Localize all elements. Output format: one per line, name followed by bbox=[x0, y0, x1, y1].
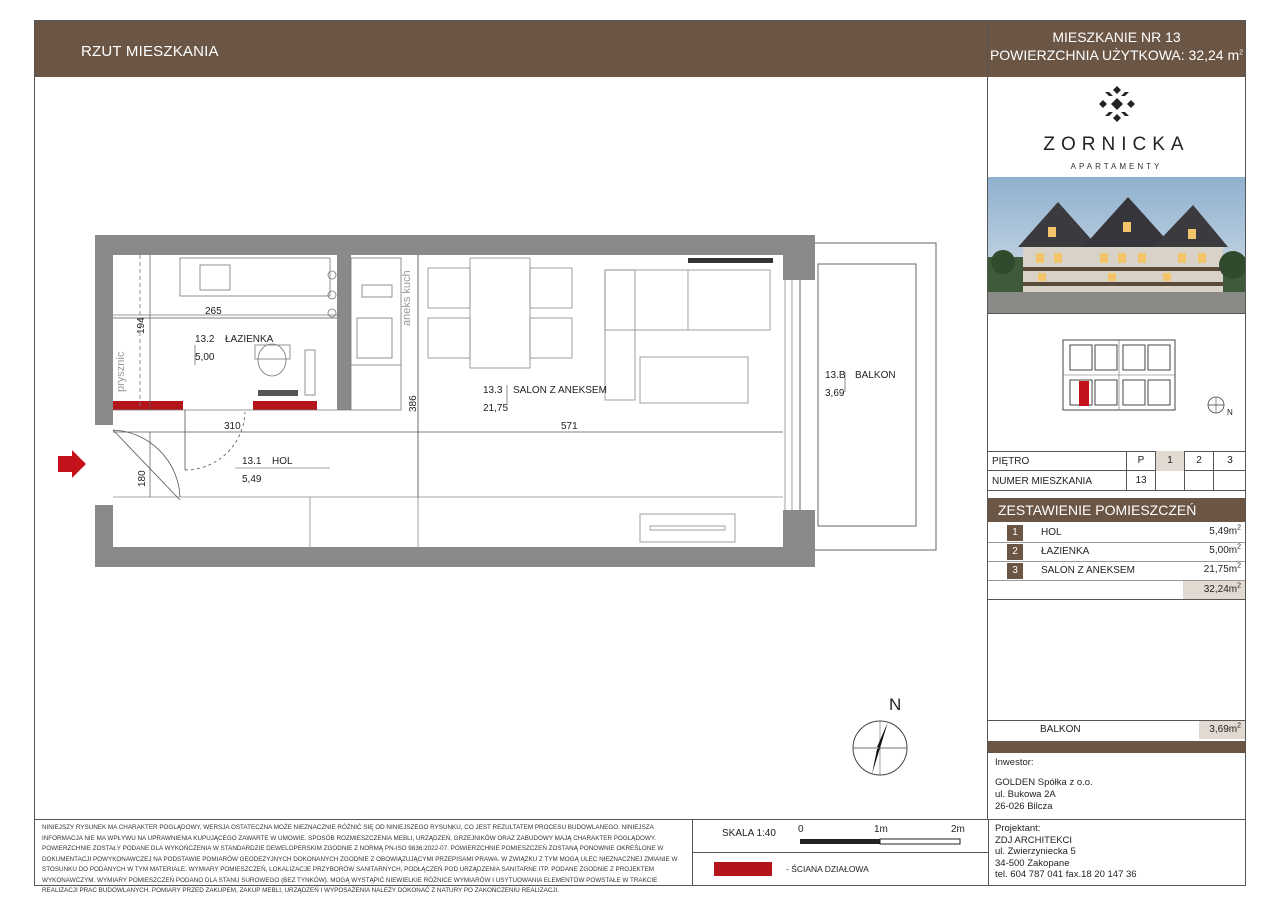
room-row-lazienka: 2 ŁAZIENKA $5,00m^2$ bbox=[988, 543, 1245, 562]
floor-label: PIĘTRO bbox=[992, 456, 1030, 467]
apartment-header bbox=[988, 21, 1245, 77]
floor-p[interactable]: P bbox=[1126, 451, 1155, 471]
floor-3[interactable]: 3 bbox=[1213, 451, 1246, 471]
balcony-area: $3,69m^2$ bbox=[1199, 721, 1245, 739]
footer-sep-h bbox=[692, 852, 988, 853]
room-code-hol: 13.1 bbox=[242, 456, 262, 467]
key-plan-north-label: N bbox=[1227, 408, 1233, 417]
dim-265: 265 bbox=[205, 306, 222, 317]
floor-table bbox=[988, 451, 1246, 491]
logo-subtitle: APARTAMENTY bbox=[1070, 162, 1163, 171]
disclaimer-text: NINIEJSZY RYSUNEK MA CHARAKTER POGLĄDOWY, WERSJA OSTATECZNA MOŻE NIEZNACZNIE RÓŻNIĆ SIĘ OD NINIEJSZEGO RYSUNKU, CO JEST REZULTATEM PROCESU BUDOWLANEGO. NINIEJSZA INFORMACJA NIE MA WPŁYWU NA UPRAWNIENIA KUPUJĄCEGO ZAWARTE W UMOWIE. SPOSÓB ROZMIESZCZENIA MEBLI, URZĄDZEŃ, GRZEJNIKÓW ORAZ ZABUDOWY MAJĄ CHARAKTER POGLĄDOWY. POWIERZCHNIE ZOSTAŁY PODANE DLA WYKOŃCZENIA W STANDARDZIE DEWELOPERSKIM ZGODNIE Z NORMĄ PN-ISO 9836:2022-07. POWIERZCHNIE POMIESZCZEŃ ZOSTANĄ PONOWNIE OKREŚLONE W DOKUMENTACJI POWYKONAWCZEJ NA PODSTAWIE POMIARÓW GEODEZYJNYCH DOKONANYCH ZGODNIE Z OBOWIĄZUJĄCYMI PRZEPISAMI PRAWA. W ZWIĄZKU Z TYM MOGĄ ULEC NIEZNACZNEJ ZMIANIE W STOSUNKU DO PODANYCH W TYM MATERIALE. WYMIARY POMIESZCZEŃ, LOKALIZACJE PRZYBORÓW SANITARNYCH, PODŁĄCZEŃ POD URZĄDZENIA SANITARNE ITP. PODANE ZGODNIE Z PROJEKTEM WYKONAWCZYM. WYMIARY POMIESZCZEŃ PODANO DLA STANU SUROWEGO (BEZ TYNKÓW). MOGĄ WYSTĄPIĆ NIEWIELKIE RÓŻNICE WYMIARÓW I USYTUOWANIA ELEMENTÓW POWSTAŁE W TRAKCIE REALIZACJI PRAC BUDOWLANYCH. POMIARY PRZED ZAKUPEM, ZAKUP MEBLI, URZĄDZEŃ I WYPOSAŻENIA NALEŻY DOKONAĆ Z NATURY PO ZAKOŃCZENIU REALIZACJI. bbox=[42, 824, 678, 894]
room-name-salon: SALON Z ANEKSEM bbox=[513, 385, 607, 396]
room-area-balkon: 3,69 bbox=[825, 388, 845, 399]
room-name-lazienka: ŁAZIENKA bbox=[225, 334, 274, 345]
room-row-hol: 1 HOL $5,49m^2$ bbox=[988, 524, 1245, 543]
partition-wall-label: - ŚCIANA DZIAŁOWA bbox=[786, 864, 869, 874]
rooms-total: $32,24m^2$ bbox=[1183, 581, 1245, 599]
shower-label: prysznic bbox=[115, 351, 127, 392]
scale-tick-2m: 2m bbox=[951, 824, 965, 835]
key-plan bbox=[1055, 335, 1185, 415]
building-photo bbox=[988, 177, 1245, 313]
apartment-number-value: 13 bbox=[1126, 471, 1155, 491]
north-label: N bbox=[889, 695, 902, 714]
floor-plan bbox=[40, 225, 940, 570]
footer-sep-2 bbox=[988, 820, 989, 886]
scale-label: SKALA 1:40 bbox=[722, 828, 776, 839]
room-area-lazienka: 5,00 bbox=[195, 352, 215, 363]
room-code-balkon: 13.B bbox=[825, 370, 846, 381]
partition-wall-swatch bbox=[714, 862, 772, 876]
summary-bottom-line bbox=[988, 599, 1246, 600]
dim-386: 386 bbox=[408, 395, 419, 412]
plan-header bbox=[35, 21, 987, 77]
scale-tick-0: 0 bbox=[798, 824, 804, 835]
floor-2[interactable]: 2 bbox=[1184, 451, 1213, 471]
room-code-lazienka: 13.2 bbox=[195, 334, 215, 345]
apartment-area-title: POWIERZCHNIA UŻYTKOWA: 32,24 $m^2$ bbox=[989, 47, 1244, 63]
room-name-hol: HOL bbox=[272, 456, 293, 467]
dim-310: 310 bbox=[224, 421, 241, 432]
dim-180: 180 bbox=[137, 470, 148, 487]
photo-bottom-line bbox=[988, 313, 1246, 314]
north-compass-icon bbox=[850, 718, 910, 778]
investor-block: Inwestor: GOLDEN Spółka z o.o. ul. Bukowa 2A 26-026 Bilcza bbox=[995, 757, 1093, 812]
rooms-summary-heading: ZESTAWIENIE POMIESZCZEŃ bbox=[988, 498, 1245, 522]
plan-title: RZUT MIESZKANIA bbox=[81, 43, 219, 60]
floor-1-active[interactable]: 1 bbox=[1155, 451, 1184, 471]
footer-sep-1 bbox=[692, 820, 693, 886]
apartment-number-title: MIESZKANIE NR 13 bbox=[1052, 29, 1181, 45]
logo-title: ZORNICKA bbox=[1043, 134, 1190, 155]
room-area-salon: 21,75 bbox=[483, 403, 509, 414]
dim-571: 571 bbox=[561, 421, 578, 432]
room-row-salon: 3 SALON Z ANEKSEM $21,75m^2$ bbox=[988, 562, 1245, 581]
room-area-hol: 5,49 bbox=[242, 474, 262, 485]
scale-bar bbox=[800, 838, 962, 846]
balcony-label: BALKON bbox=[1040, 724, 1081, 735]
scale-tick-1m: 1m bbox=[874, 824, 888, 835]
designer-block: Projektant: ZDJ ARCHITEKCI ul. Zwierzyniecka 5 34-500 Zakopane tel. 604 787 041 fax.18 20 147 36 bbox=[995, 823, 1137, 880]
apartment-number-label: NUMER MIESZKANIA bbox=[992, 476, 1093, 487]
key-plan-compass-icon bbox=[1207, 396, 1225, 414]
balcony-brown-bar bbox=[988, 741, 1245, 753]
footer-divider bbox=[34, 819, 1246, 820]
dim-194: 194 bbox=[136, 317, 147, 334]
room-code-salon: 13.3 bbox=[483, 385, 503, 396]
entrance-arrow-icon bbox=[58, 450, 86, 478]
room-name-balkon: BALKON bbox=[855, 370, 896, 381]
kitchen-label: aneks kuch bbox=[401, 270, 413, 326]
zornicka-logo-icon bbox=[1097, 84, 1137, 124]
